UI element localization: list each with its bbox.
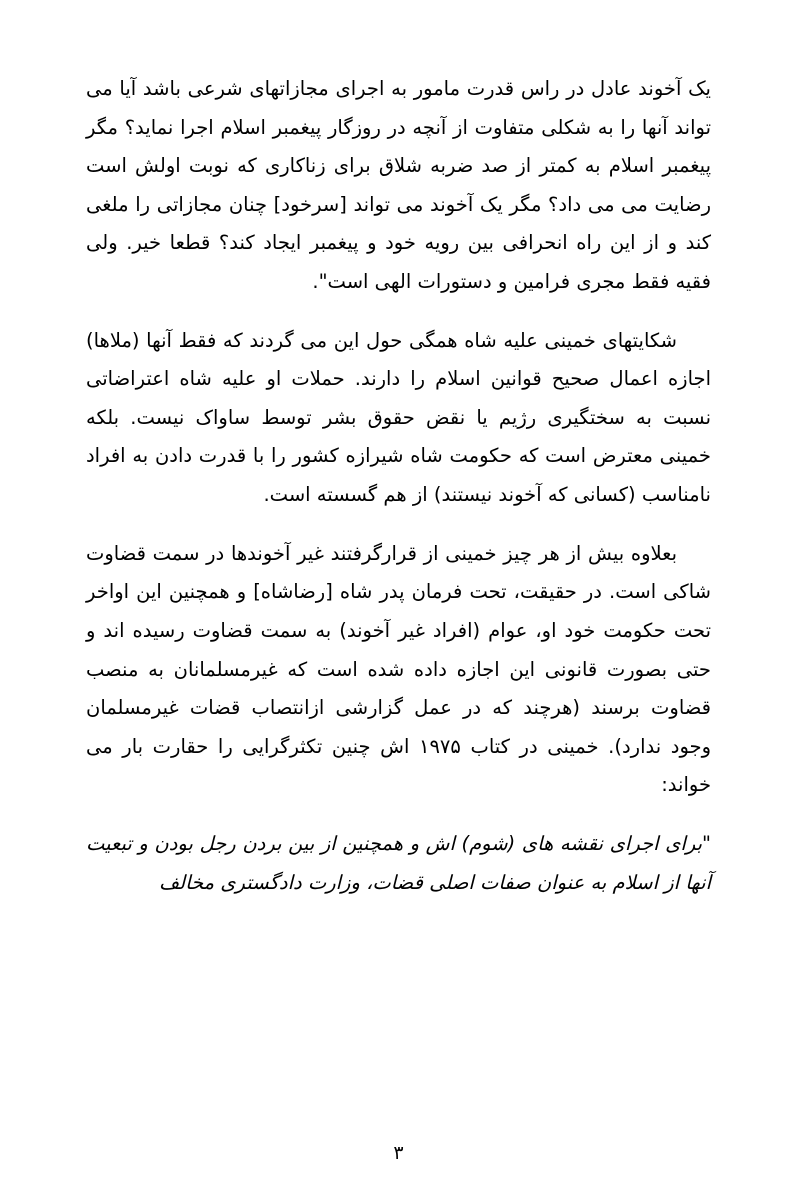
page-body [86, 70, 711, 902]
block-quote: "برای اجرای نقشه های (شوم) اش و همچنین از بین بردن رجل بودن و تبعیت آنها از اسلام به عنوان صفات اصلی قضات، وزارت دادگستری مخالف [86, 831, 711, 894]
paragraph-2: شکایتهای خمینی علیه شاه همگی حول این می گردند که فقط آنها (ملاها) اجازه اعمال صحیح قوانین اسلام را دارند. حملات او علیه شاه اعتراضاتی نسبت به سختگیری رژیم یا نقض حقوق بشر توسط ساواک نیست. بلکه خمینی معترض است که حکومت شاه شیرازه کشور را با قدرت دادن به افراد نامناسب (کسانی که آخوند نیستند) از هم گسسته است. [86, 328, 711, 507]
paragraph-3: بعلاوه بیش از هر چیز خمینی از قرارگرفتند غیر آخوندها در سمت قضاوت شاکی است. در حقیقت، تحت فرمان پدر شاه [رضاشاه] و همچنین این اواخر تحت حکومت خود او، عوام (افراد غیر آخوند) به سمت قضاوت رسیده اند و حتی بصورت قانونی این اجازه داده شده است که غیرمسلمانان به منصب قضاوت برسند (هرچند که در عمل گزارشی ازانتصاب قضات غیرمسلمان وجود ندارد). خمینی در کتاب ۱۹۷۵ اش چنین تکثرگرایی را حقارت بار می خواند: [86, 541, 711, 797]
page-number: ۳ [393, 1142, 404, 1164]
paragraph-1: یک آخوند عادل در راس قدرت مامور به اجرای مجازاتهای شرعی باشد آیا می تواند آنها را به شکلی متفاوت از آنچه در روزگار پیغمبر اسلام اجرا نماید؟ مگر پیغمبر اسلام به کمتر از صد ضربه شلاق برای زناکاری که نوبت اولش است رضایت می می داد؟ مگر یک آخوند می تواند [سرخود] چنان مجازاتی را ملغی کند و از این راه انحرافی بین رویه خود و پیغمبر ایجاد کند؟ قطعا خیر. ولی فقیه فقط مجری فرامین و دستورات الهی است". [86, 77, 711, 294]
